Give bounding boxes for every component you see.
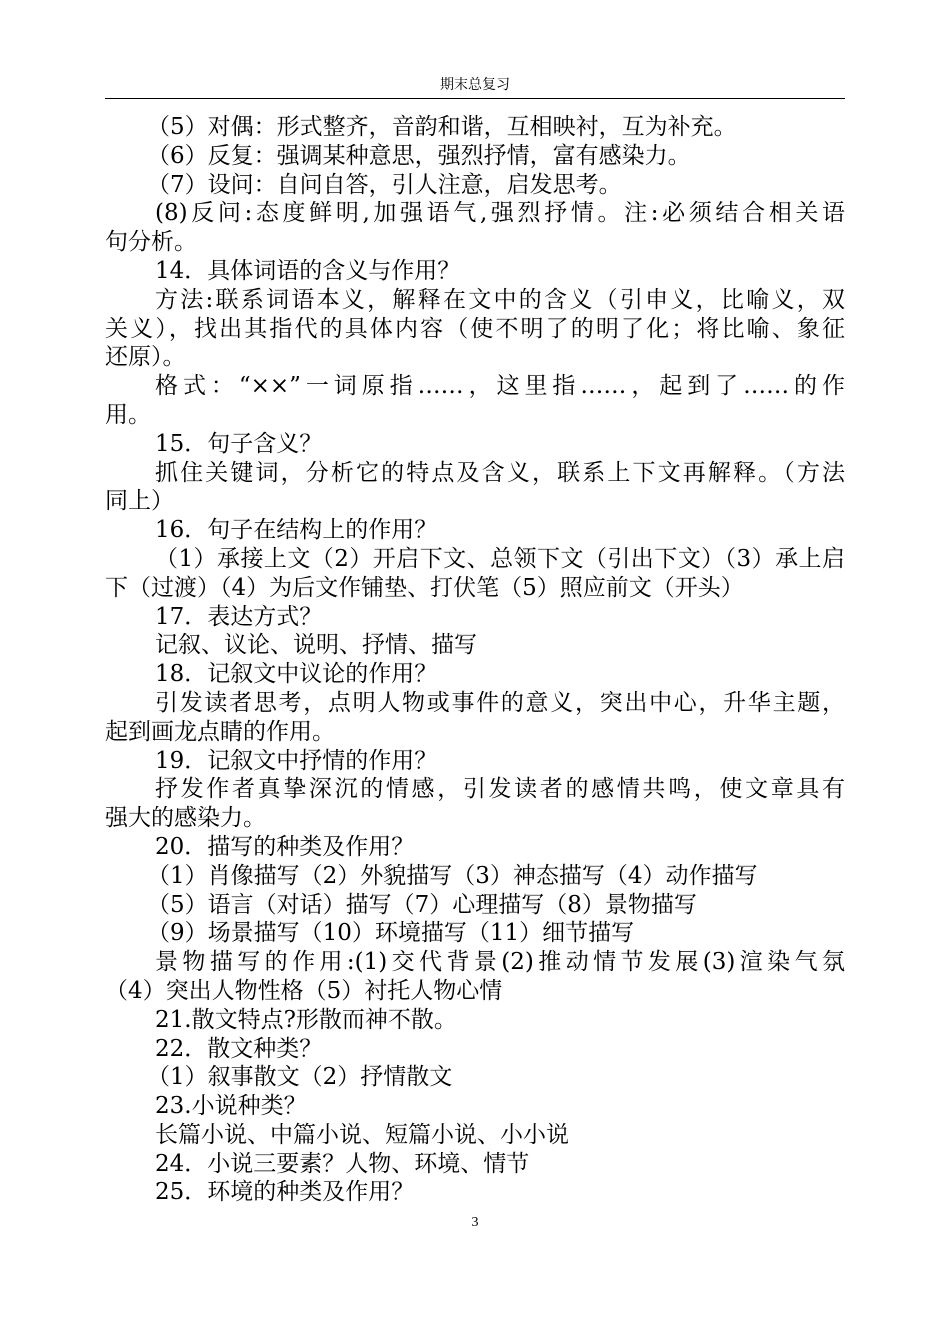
text-line: 强大的感染力。 bbox=[105, 805, 266, 832]
text-line: （7）设问：自问自答，引人注意，启发思考。 bbox=[147, 171, 622, 198]
text-line: （6）反复：强调某种意思，强烈抒情，富有感染力。 bbox=[147, 142, 691, 169]
text-line: 下（过渡）（4）为后文作铺垫、打伏笔（5）照应前文（开头） bbox=[105, 574, 744, 601]
question-heading: 25．环境的种类及作用？ bbox=[155, 1179, 415, 1206]
text-line: 用。 bbox=[105, 401, 151, 428]
question-heading: 19．记叙文中抒情的作用？ bbox=[155, 747, 438, 774]
text-line: 景物描写的作用:(1)交代背景(2)推动情节发展(3)渲染气氛 bbox=[155, 949, 845, 976]
text-line: 同上） bbox=[105, 488, 174, 515]
text-line: 引发读者思考，点明人物或事件的意义，突出中心，升华主题， bbox=[155, 689, 845, 716]
document-body bbox=[105, 113, 845, 1207]
text-line: (8)反问:态度鲜明,加强语气,强烈抒情。注:必须结合相关语 bbox=[155, 200, 845, 227]
text-line: （1）肖像描写（2）外貌描写（3）神态描写（4）动作描写 bbox=[147, 862, 758, 889]
text-line: 起到画龙点睛的作用。 bbox=[105, 718, 335, 745]
text-line: （1）承接上文（2）开启下文、总领下文（引出下文）（3）承上启 bbox=[155, 545, 845, 572]
page-header: 期末总复习 bbox=[105, 72, 845, 99]
text-line: 方法:联系词语本义，解释在文中的含义（引申义，比喻义，双 bbox=[155, 286, 845, 313]
text-line: 抓住关键词，分析它的特点及含义，联系上下文再解释。（方法 bbox=[155, 459, 845, 486]
text-line: （9）场景描写（10）环境描写（11）细节描写 bbox=[147, 920, 635, 947]
text-line: 记叙、议论、说明、抒情、描写 bbox=[155, 632, 477, 659]
question-heading: 20．描写的种类及作用？ bbox=[155, 833, 415, 860]
text-line: 还原）。 bbox=[105, 344, 186, 371]
text-line: 格式：“××”一词原指……，这里指……，起到了……的作 bbox=[155, 373, 845, 400]
question-heading: 15．句子含义？ bbox=[155, 430, 323, 457]
question-heading: 16．句子在结构上的作用？ bbox=[155, 517, 438, 544]
question-heading: 23.小说种类？ bbox=[155, 1093, 307, 1120]
question-heading: 22．散文种类？ bbox=[155, 1035, 323, 1062]
text-line: （5）对偶：形式整齐，音韵和谐，互相映衬，互为补充。 bbox=[147, 114, 737, 140]
text-line: （5）语言（对话）描写（7）心理描写（8）景物描写 bbox=[147, 891, 697, 918]
text-line: 句分析。 bbox=[105, 229, 197, 256]
question-heading: 17．表达方式？ bbox=[155, 603, 323, 630]
text-line: （4）突出人物性格（5）衬托人物心情 bbox=[105, 977, 503, 1004]
question-heading: 18．记叙文中议论的作用？ bbox=[155, 661, 438, 688]
page-number: 3 bbox=[471, 1215, 479, 1230]
question-heading: 14．具体词语的含义与作用？ bbox=[155, 257, 461, 284]
text-line: （1）叙事散文（2）抒情散文 bbox=[147, 1064, 453, 1091]
text-line: 关义），找出其指代的具体内容（使不明了的明了化；将比喻、象征 bbox=[105, 315, 845, 342]
question-heading: 21.散文特点?形散而神不散。 bbox=[155, 1006, 457, 1033]
text-line: 抒发作者真挚深沉的情感，引发读者的感情共鸣，使文章具有 bbox=[155, 776, 845, 803]
question-heading: 24．小说三要素？人物、环境、情节 bbox=[155, 1150, 530, 1177]
text-line: 长篇小说、中篇小说、短篇小说、小小说 bbox=[155, 1121, 569, 1148]
